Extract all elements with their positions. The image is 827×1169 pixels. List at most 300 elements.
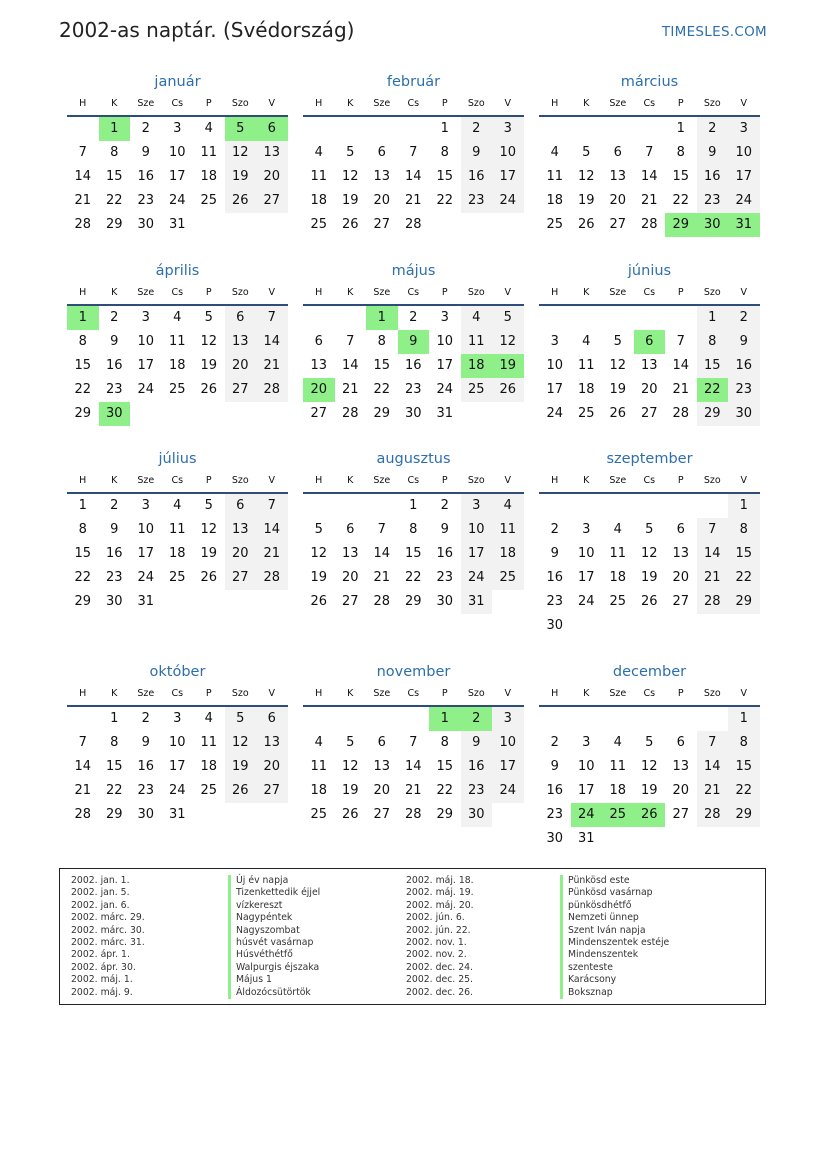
legend-date: 2002. máj. 18.	[406, 875, 474, 886]
day-cell: 17	[137, 358, 155, 373]
day-cell: 1	[697, 306, 729, 330]
day-cell: 4	[314, 735, 323, 750]
day-cell: 7	[256, 494, 288, 518]
day-cell: 9	[141, 735, 150, 750]
day-cell: 14	[74, 169, 92, 184]
day-cell: 11	[609, 546, 627, 561]
weekday-label: Sze	[609, 98, 627, 109]
day-cell: 29	[728, 590, 760, 614]
month-február	[303, 73, 524, 237]
holiday-day: 1	[366, 306, 398, 330]
legend-holiday-name: Walpurgis éjszaka	[228, 962, 320, 974]
day-cell: 14	[373, 546, 391, 561]
empty-cell	[130, 402, 162, 426]
page-title: 2002-as naptár. (Svédország)	[59, 18, 355, 42]
weekday-label: K	[583, 475, 590, 486]
day-cell: 17	[168, 169, 186, 184]
day-cell: 14	[341, 358, 359, 373]
legend-date: 2002. jan. 5.	[71, 887, 130, 899]
day-cell: 18	[577, 382, 595, 397]
month-január	[67, 73, 288, 237]
day-cell: 27	[672, 594, 690, 609]
day-cell: 1	[728, 707, 760, 731]
day-cell: 24	[577, 594, 595, 609]
empty-cell	[697, 494, 729, 518]
day-cell: 22	[404, 570, 422, 585]
day-cell: 28	[404, 217, 422, 232]
day-cell: 11	[577, 358, 595, 373]
day-cell: 6	[676, 735, 685, 750]
day-cell: 27	[640, 406, 658, 421]
brand-link[interactable]: TIMESLES.COM	[661, 24, 767, 40]
empty-cell	[539, 707, 571, 731]
holiday-day: 1	[67, 306, 99, 330]
day-cell: 11	[546, 169, 564, 184]
day-cell: 3	[728, 117, 760, 141]
empty-cell	[398, 707, 430, 731]
empty-cell	[193, 590, 225, 614]
day-cell: 10	[728, 141, 760, 165]
day-cell: 6	[225, 494, 257, 518]
weekday-label: H	[315, 98, 323, 109]
day-cell: 26	[310, 594, 328, 609]
day-cell: 28	[697, 803, 729, 827]
holiday-day: 1	[429, 707, 461, 731]
day-cell: 26	[341, 217, 359, 232]
weekday-label: P	[677, 475, 684, 486]
weekday-label: K	[111, 475, 118, 486]
month-name: november	[376, 664, 451, 680]
weekday-label: Cs	[171, 475, 184, 486]
day-cell: 26	[609, 406, 627, 421]
day-cell: 20	[341, 570, 359, 585]
day-cell: 4	[550, 145, 559, 160]
day-cell: 22	[105, 783, 123, 798]
empty-cell	[697, 827, 729, 851]
weekday-label: V	[504, 287, 511, 298]
day-cell: 27	[225, 566, 257, 590]
day-cell: 9	[728, 330, 760, 354]
day-cell: 27	[256, 779, 288, 803]
legend-holiday-name: Karácsony	[560, 974, 669, 986]
day-cell: 13	[256, 141, 288, 165]
weekday-label: Sze	[373, 287, 391, 298]
day-cell: 25	[200, 783, 218, 798]
day-cell: 18	[168, 546, 186, 561]
day-cell: 31	[168, 217, 186, 232]
day-cell: 21	[341, 382, 359, 397]
day-cell: 13	[640, 358, 658, 373]
weekday-label: Cs	[407, 98, 420, 109]
day-cell: 3	[440, 310, 449, 325]
day-cell: 17	[492, 165, 524, 189]
weekday-label: K	[583, 688, 590, 699]
day-cell: 29	[728, 803, 760, 827]
weekday-label: V	[504, 688, 511, 699]
holiday-day: 29	[665, 213, 697, 237]
day-cell: 11	[492, 518, 524, 542]
holiday-day: 25	[602, 803, 634, 827]
empty-cell	[602, 707, 634, 731]
empty-cell	[67, 117, 99, 141]
legend-date: 2002. máj. 20.	[406, 899, 474, 911]
empty-cell	[634, 494, 666, 518]
weekday-label: Sze	[137, 688, 155, 699]
legend-holiday-name: Nagypéntek	[228, 912, 320, 924]
weekday-label: Szo	[467, 287, 485, 298]
legend-holiday-name: húsvét vasárnap	[228, 937, 320, 949]
weekday-label: Cs	[643, 287, 656, 298]
day-cell: 2	[697, 117, 729, 141]
day-cell: 28	[373, 594, 391, 609]
day-cell: 10	[492, 731, 524, 755]
day-cell: 23	[436, 570, 454, 585]
legend-date: 2002. jún. 22.	[406, 924, 471, 936]
day-cell: 4	[613, 522, 622, 537]
legend-holiday-name: Nagyszombat	[228, 925, 320, 937]
day-cell: 11	[310, 169, 328, 184]
day-cell: 7	[645, 145, 654, 160]
day-cell: 25	[168, 382, 186, 397]
day-cell: 21	[697, 566, 729, 590]
day-cell: 29	[373, 406, 391, 421]
day-cell: 31	[577, 831, 595, 846]
legend-date: 2002. dec. 24.	[406, 961, 473, 973]
month-június	[539, 262, 760, 426]
day-cell: 30	[546, 618, 564, 633]
day-cell: 22	[105, 193, 123, 208]
weekday-label: P	[205, 688, 212, 699]
empty-cell	[539, 117, 571, 141]
legend-date: 2002. máj. 1.	[71, 974, 133, 986]
day-grid	[303, 707, 524, 827]
day-cell: 3	[141, 310, 150, 325]
weekday-label: H	[79, 98, 87, 109]
day-cell: 23	[728, 378, 760, 402]
day-grid	[67, 117, 288, 237]
day-cell: 4	[613, 735, 622, 750]
empty-cell	[665, 707, 697, 731]
day-cell: 2	[550, 735, 559, 750]
day-grid	[303, 306, 524, 426]
weekday-label: P	[441, 475, 448, 486]
day-cell: 30	[105, 594, 123, 609]
day-cell: 10	[436, 334, 454, 349]
day-cell: 21	[404, 783, 422, 798]
weekday-label: P	[441, 98, 448, 109]
day-cell: 21	[256, 354, 288, 378]
weekday-header	[67, 286, 288, 306]
empty-cell	[697, 707, 729, 731]
legend-holiday-name: Mindenszentek estéje	[560, 937, 669, 949]
day-cell: 16	[697, 165, 729, 189]
day-cell: 23	[105, 382, 123, 397]
holiday-day: 22	[697, 378, 729, 402]
day-cell: 3	[492, 707, 524, 731]
weekday-label: P	[205, 475, 212, 486]
empty-cell	[193, 402, 225, 426]
weekday-label: Sze	[609, 475, 627, 486]
empty-cell	[539, 306, 571, 330]
empty-cell	[256, 803, 288, 827]
weekday-label: K	[347, 475, 354, 486]
empty-cell	[728, 827, 760, 851]
legend-holiday-name: szenteste	[560, 962, 669, 974]
day-cell: 17	[728, 165, 760, 189]
legend-date: 2002. márc. 29.	[71, 912, 145, 924]
weekday-header	[303, 474, 524, 494]
holiday-legend	[59, 868, 766, 1005]
empty-cell	[665, 827, 697, 851]
empty-cell	[398, 117, 430, 141]
day-cell: 1	[78, 498, 87, 513]
day-cell: 8	[78, 334, 87, 349]
day-cell: 15	[436, 169, 454, 184]
weekday-label: V	[740, 475, 747, 486]
day-cell: 15	[728, 755, 760, 779]
day-cell: 4	[582, 334, 591, 349]
empty-cell	[67, 707, 99, 731]
legend-holiday-name: pünkösdhétfő	[560, 900, 669, 912]
weekday-label: Sze	[609, 287, 627, 298]
day-cell: 26	[492, 378, 524, 402]
weekday-label: V	[504, 475, 511, 486]
day-cell: 2	[141, 121, 150, 136]
day-cell: 8	[110, 145, 119, 160]
weekday-label: V	[504, 98, 511, 109]
empty-cell	[303, 494, 335, 518]
day-cell: 2	[461, 117, 493, 141]
day-cell: 8	[697, 330, 729, 354]
day-cell: 19	[609, 382, 627, 397]
day-cell: 17	[577, 570, 595, 585]
day-cell: 29	[74, 406, 92, 421]
day-cell: 31	[168, 807, 186, 822]
weekday-label: H	[79, 475, 87, 486]
day-cell: 26	[577, 217, 595, 232]
weekday-label: Szo	[231, 98, 249, 109]
weekday-label: Szo	[703, 688, 721, 699]
holiday-day: 30	[697, 213, 729, 237]
day-cell: 31	[436, 406, 454, 421]
empty-cell	[193, 803, 225, 827]
weekday-label: H	[79, 287, 87, 298]
holiday-day: 26	[634, 803, 666, 827]
month-április	[67, 262, 288, 426]
weekday-label: H	[79, 688, 87, 699]
day-cell: 24	[137, 570, 155, 585]
month-name: február	[386, 74, 441, 90]
day-cell: 11	[461, 330, 493, 354]
day-cell: 25	[200, 193, 218, 208]
day-cell: 27	[373, 807, 391, 822]
day-cell: 7	[697, 731, 729, 755]
day-cell: 3	[582, 522, 591, 537]
empty-cell	[602, 306, 634, 330]
day-grid	[539, 117, 760, 237]
day-cell: 21	[74, 783, 92, 798]
day-cell: 24	[137, 382, 155, 397]
day-cell: 9	[141, 145, 150, 160]
month-március	[539, 73, 760, 237]
day-cell: 20	[640, 382, 658, 397]
legend-date: 2002. nov. 2.	[406, 949, 467, 961]
day-cell: 15	[436, 759, 454, 774]
day-cell: 5	[645, 735, 654, 750]
day-cell: 7	[409, 145, 418, 160]
empty-cell	[335, 306, 367, 330]
month-name: január	[154, 74, 201, 90]
day-cell: 19	[200, 546, 218, 561]
day-cell: 16	[461, 165, 493, 189]
day-cell: 24	[546, 406, 564, 421]
day-cell: 7	[346, 334, 355, 349]
weekday-label: Szo	[703, 98, 721, 109]
day-cell: 7	[676, 334, 685, 349]
month-május	[303, 262, 524, 426]
day-cell: 10	[577, 546, 595, 561]
empty-cell	[303, 117, 335, 141]
day-cell: 29	[74, 594, 92, 609]
weekday-header	[67, 97, 288, 117]
day-cell: 9	[697, 141, 729, 165]
legend-holiday-name: Húsvéthétfő	[228, 949, 320, 961]
day-grid	[303, 117, 524, 237]
day-cell: 19	[640, 783, 658, 798]
day-cell: 9	[461, 141, 493, 165]
day-cell: 22	[74, 570, 92, 585]
weekday-label: V	[268, 98, 275, 109]
weekday-label: K	[111, 287, 118, 298]
weekday-header	[539, 474, 760, 494]
day-cell: 20	[373, 193, 391, 208]
empty-cell	[634, 707, 666, 731]
day-cell: 2	[141, 711, 150, 726]
weekday-label: Sze	[137, 475, 155, 486]
day-cell: 5	[204, 310, 213, 325]
weekday-label: Cs	[407, 475, 420, 486]
day-cell: 13	[225, 518, 257, 542]
day-cell: 11	[200, 145, 218, 160]
holiday-day: 20	[303, 378, 335, 402]
day-cell: 26	[225, 779, 257, 803]
month-július	[67, 450, 288, 614]
day-cell: 14	[256, 518, 288, 542]
weekday-label: Cs	[643, 475, 656, 486]
day-cell: 4	[204, 711, 213, 726]
day-cell: 15	[672, 169, 690, 184]
day-cell: 8	[78, 522, 87, 537]
day-cell: 15	[404, 546, 422, 561]
day-cell: 2	[440, 498, 449, 513]
day-cell: 17	[461, 542, 493, 566]
day-cell: 28	[697, 590, 729, 614]
day-cell: 5	[314, 522, 323, 537]
day-cell: 6	[377, 145, 386, 160]
month-name: július	[158, 451, 197, 467]
weekday-label: Szo	[703, 475, 721, 486]
day-cell: 27	[310, 406, 328, 421]
weekday-header	[303, 97, 524, 117]
day-cell: 7	[409, 735, 418, 750]
day-cell: 18	[310, 783, 328, 798]
day-cell: 20	[225, 542, 257, 566]
day-cell: 19	[225, 165, 257, 189]
day-cell: 5	[613, 334, 622, 349]
empty-cell	[492, 803, 524, 827]
day-cell: 7	[377, 522, 386, 537]
day-cell: 12	[609, 358, 627, 373]
month-name: augusztus	[376, 451, 451, 467]
day-cell: 11	[200, 735, 218, 750]
day-cell: 1	[409, 498, 418, 513]
day-cell: 12	[200, 522, 218, 537]
day-cell: 11	[168, 522, 186, 537]
legend-date: 2002. ápr. 30.	[71, 961, 136, 973]
day-cell: 24	[728, 189, 760, 213]
day-cell: 24	[461, 566, 493, 590]
day-cell: 15	[697, 354, 729, 378]
day-cell: 5	[492, 306, 524, 330]
day-cell: 10	[137, 522, 155, 537]
day-cell: 13	[256, 731, 288, 755]
empty-cell	[225, 803, 257, 827]
empty-cell	[256, 402, 288, 426]
month-december	[539, 663, 760, 851]
day-cell: 23	[105, 570, 123, 585]
day-cell: 16	[436, 546, 454, 561]
empty-cell	[335, 707, 367, 731]
holiday-day: 19	[492, 354, 524, 378]
empty-cell	[225, 213, 257, 237]
weekday-label: V	[268, 688, 275, 699]
day-grid	[539, 306, 760, 426]
empty-cell	[571, 117, 603, 141]
day-cell: 8	[440, 735, 449, 750]
day-cell: 31	[461, 590, 493, 614]
day-cell: 15	[728, 542, 760, 566]
legend-holiday-name: Pünkösd vasárnap	[560, 887, 669, 899]
holiday-day: 9	[398, 330, 430, 354]
day-cell: 19	[341, 193, 359, 208]
day-cell: 3	[492, 117, 524, 141]
legend-holiday-name: vízkereszt	[228, 900, 320, 912]
legend-names-right	[560, 875, 669, 999]
day-cell: 9	[110, 522, 119, 537]
day-cell: 20	[256, 165, 288, 189]
month-name: október	[149, 664, 206, 680]
day-cell: 15	[105, 169, 123, 184]
weekday-label: H	[315, 475, 323, 486]
day-cell: 10	[577, 759, 595, 774]
weekday-label: Cs	[643, 688, 656, 699]
day-cell: 16	[105, 546, 123, 561]
day-cell: 13	[341, 546, 359, 561]
day-cell: 4	[204, 121, 213, 136]
day-cell: 21	[256, 542, 288, 566]
weekday-label: Cs	[171, 688, 184, 699]
day-cell: 12	[492, 330, 524, 354]
day-cell: 12	[310, 546, 328, 561]
day-cell: 8	[728, 518, 760, 542]
day-cell: 10	[168, 735, 186, 750]
day-cell: 6	[377, 735, 386, 750]
day-cell: 17	[492, 755, 524, 779]
day-cell: 8	[409, 522, 418, 537]
day-cell: 3	[582, 735, 591, 750]
day-cell: 3	[461, 494, 493, 518]
day-cell: 14	[404, 169, 422, 184]
